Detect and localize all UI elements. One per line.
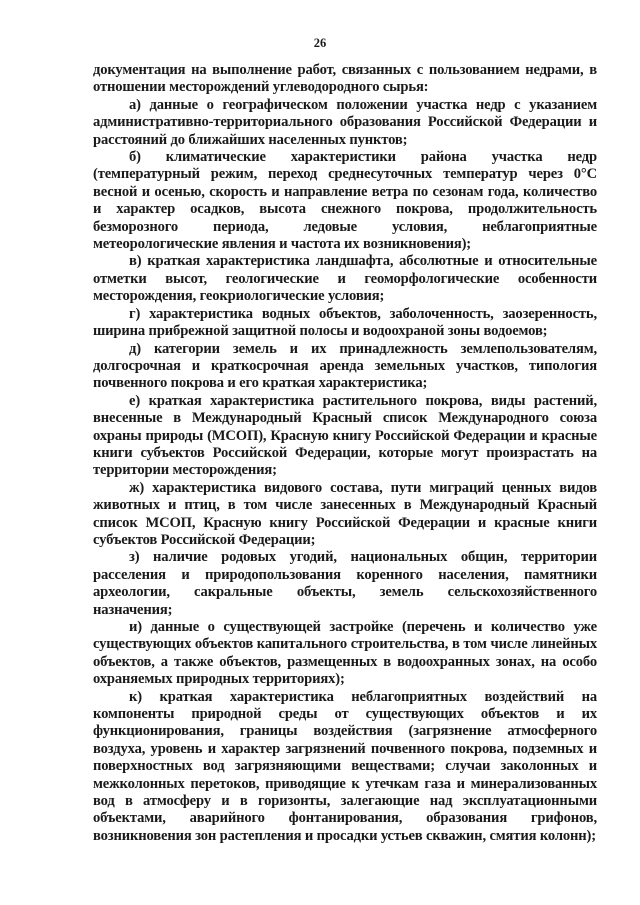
document-body (93, 62, 597, 845)
paragraph-item-zh: ж) характеристика видового состава, пути миграций ценных видов животных и птиц, в том числе занесенных в Международный Красный список МСОП, Красную книгу Российской Федерации и красные книги субъектов Российской Федерации; (93, 479, 597, 548)
paragraph-item-a: а) данные о географическом положении участка недр с указанием административно-территориального образования Российской Федерации и расстояний до ближайших населенных пунктов; (93, 96, 597, 148)
paragraph-item-k: к) краткая характеристика неблагоприятных воздействий на компоненты природной среды от существующих объектов и их функционирования, границы воздействия (загрязнение атмосферного воздуха, уровень и характер загрязнений почвенного покрова, подземных и поверхностных вод загрязняющими веществами; случаи заколонных и межколонных перетоков, приводящие к утечкам газа и минерализованных вод в атмосферу и в горизонты, залегающие над эксплуатационными объектами, аварийного фонтанирования, образования грифонов, возникновения зон растепления и просадки устьев скважин, смятия колонн); (93, 688, 597, 844)
paragraph-item-e: е) краткая характеристика растительного покрова, виды растений, внесенные в Международный Красный список Международного союза охраны природы (МСОП), Красную книгу Российской Федерации и красные книги субъектов Российской Федерации, которые могут произрастать на территории месторождения; (93, 392, 597, 479)
paragraph-item-b: б) климатические характеристики района участка недр (температурный режим, переход среднесуточных температур через 0°С весной и осенью, скорость и направление ветра по сезонам года, количество и характер осадков, высота снежного покрова, продолжительность безморозного периода, ледовые условия, неблагоприятные метеорологические явления и частота их возникновения); (93, 149, 597, 253)
page-number: 26 (313, 36, 327, 50)
paragraph-item-d: д) категории земель и их принадлежность землепользователям, долгосрочная и краткосрочная аренда земельных участков, типология почвенного покрова и его краткая характеристика; (93, 340, 597, 392)
paragraph-item-i: и) данные о существующей застройке (перечень и количество уже существующих объектов капитального строительства, в том числе линейных объектов, а также объектов, размещенных в водоохранных зонах, на особо охраняемых природных территориях); (93, 619, 597, 688)
paragraph-intro: документация на выполнение работ, связанных с пользованием недрами, в отношении месторождений углеводородного сырья: (93, 62, 597, 96)
paragraph-item-v: в) краткая характеристика ландшафта, абсолютные и относительные отметки высот, геологические и геоморфологические особенности месторождения, геокриологические условия; (93, 253, 597, 305)
paragraph-item-g: г) характеристика водных объектов, заболоченность, заозеренность, ширина прибрежной защитной полосы и водоохраной зоны водоемов; (93, 305, 597, 340)
paragraph-item-z: з) наличие родовых угодий, национальных общин, территории расселения и природопользования коренного населения, памятники археологии, сакральные объекты, земель сельскохозяйственного назначения; (93, 549, 597, 618)
